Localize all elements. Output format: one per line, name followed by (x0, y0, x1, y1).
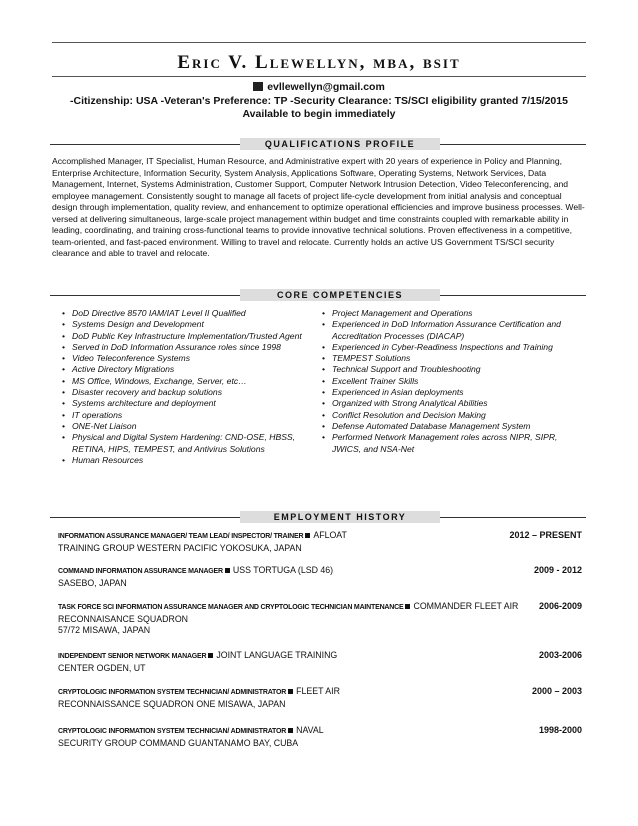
competency-item: • Experienced in Asian deployments (320, 387, 570, 398)
competency-item: • DoD Public Key Infrastructure Implementation/Trusted Agent (60, 331, 308, 342)
competencies-right (320, 308, 570, 455)
job-title: INFORMATION ASSURANCE MANAGER/ TEAM LEAD/ INSPECTOR/ TRAINER (58, 533, 304, 540)
section-title: EMPLOYMENT HISTORY (240, 511, 440, 523)
job-location: CENTER OGDEN, UT (58, 662, 146, 673)
job-org: NAVAL (296, 725, 324, 735)
job-title: INDEPENDENT SENIOR NETWORK MANAGER (58, 653, 207, 660)
top-rule (52, 42, 586, 43)
job-dates: 2009 - 2012 (533, 565, 582, 575)
job-dates: 2003-2006 (538, 650, 582, 660)
job-dates: 2006-2009 (538, 601, 582, 611)
job-entry (58, 686, 582, 710)
job-entry (58, 565, 582, 589)
job-org: USS TORTUGA (LSD 46) (232, 565, 334, 575)
qualifications-summary: Accomplished Manager, IT Specialist, Human Resource, and Administrative expert with 20 years of experience in Policy and Planning, Enterprise Architecture, Information Security, System Analysis, Applications Software, Operating Systems, Network Services, Data Management, Internet, Systems Administration, Customer Support, Computer Network Intrusion Detection, Video Teleconferencing, and employee management. Consistently sought to manage all facets of project life-cycle development from initial analysis and conceptual design through implementation, quality review, and enhancement to optimize operational efficiencies and improve business processes. Well-versed at delivering simultaneous, large-scale project management within budget and time constraints coupled with remarkable ability in leading, coordinating, and training cross-functional teams to provide innovative technical solutions. Proven effectiveness in a competitive, team-oriented, and fast-paced environment. Willing to travel and relocate. Currently holds an active US Government TS/SCI security clearance and able to travel and relocate. (52, 156, 585, 258)
competencies-header (50, 289, 586, 301)
competency-item: • Defense Automated Database Management System (320, 421, 570, 432)
job-title: COMMAND INFORMATION ASSURANCE MANAGER (58, 568, 223, 575)
job-org: AFLOAT (313, 530, 347, 540)
competency-item: • Served in DoD Information Assurance roles since 1998 (60, 342, 308, 353)
job-location: SECURITY GROUP COMMAND GUANTANAMO BAY, CUBA (58, 737, 299, 748)
job-entry (58, 601, 582, 637)
competency-item: • Disaster recovery and backup solutions (60, 387, 308, 398)
qualifications-header (50, 138, 586, 150)
bullet-square-icon (305, 533, 310, 538)
competency-item: • Technical Support and Troubleshooting (320, 364, 570, 375)
section-title: CORE COMPETENCIES (240, 289, 440, 301)
job-org: JOINT LANGUAGE TRAINING (216, 650, 338, 660)
job-title: TASK FORCE SCI INFORMATION ASSURANCE MANAGER AND CRYPTOLOGIC TECHNICIAN MAINTENANCE (58, 604, 404, 611)
employment-header (50, 511, 586, 523)
competency-item: • Project Management and Operations (320, 308, 570, 319)
job-entry (58, 650, 582, 674)
competency-item: • Excellent Trainer Skills (320, 376, 570, 387)
competency-item: • TEMPEST Solutions (320, 353, 570, 364)
competency-item: • IT operations (60, 410, 308, 421)
competency-item: • Human Resources (60, 455, 308, 466)
email-line (0, 81, 638, 93)
competency-item: • Video Teleconference Systems (60, 353, 308, 364)
competency-item: • Experienced in Cyber-Readiness Inspections and Training (320, 342, 570, 353)
competencies-left (60, 308, 308, 466)
job-title: CRYPTOLOGIC INFORMATION SYSTEM TECHNICIAN/ ADMINISTRATOR (58, 728, 287, 735)
job-dates: 2012 – PRESENT (509, 530, 582, 540)
competency-item: • Systems Design and Development (60, 319, 308, 330)
job-location: TRAINING GROUP WESTERN PACIFIC YOKOSUKA, JAPAN (58, 542, 302, 553)
competency-item: • MS Office, Windows, Exchange, Server, etc… (60, 376, 308, 387)
info-line: -Citizenship: USA -Veteran's Preference: TP -Security Clearance: TS/SCI eligibility granted 7/15/2015 (70, 95, 568, 107)
job-title: CRYPTOLOGIC INFORMATION SYSTEM TECHNICIAN/ ADMINISTRATOR (58, 689, 287, 696)
job-dates: 1998-2000 (538, 725, 582, 735)
bullet-square-icon (208, 653, 213, 658)
bullet-square-icon (288, 728, 293, 733)
competency-item: • ONE-Net Liaison (60, 421, 308, 432)
job-org: COMMANDER FLEET AIR RECONNAISANCE SQUADRON (58, 601, 519, 624)
competency-item: • DoD Directive 8570 IAM/IAT Level II Qualified (60, 308, 308, 319)
job-location: 57/72 MISAWA, JAPAN (58, 625, 151, 635)
competency-item: • Systems architecture and deployment (60, 398, 308, 409)
competency-item: • Experienced in DoD Information Assurance Certification and Accreditation Processes (DIACAP) (320, 319, 570, 342)
competency-item: • Active Directory Migrations (60, 364, 308, 375)
bullet-square-icon (288, 689, 293, 694)
bullet-square-icon (225, 568, 230, 573)
competency-item: • Physical and Digital System Hardening: CND-OSE, HBSS, RETINA, HIPS, TEMPEST, and Antivirus Solutions (60, 432, 308, 455)
job-location: SASEBO, JAPAN (58, 577, 127, 588)
bullet-square-icon (405, 604, 410, 609)
job-dates: 2000 – 2003 (531, 686, 582, 696)
competency-item: • Performed Network Management roles across NIPR, SIPR, JWICS, and NSA-Net (320, 432, 570, 455)
job-location: RECONNAISSANCE SQUADRON ONE MISAWA, JAPAN (58, 698, 286, 709)
availability-line: Available to begin immediately (242, 108, 396, 120)
phone-icon (253, 82, 263, 91)
section-title: QUALIFICATIONS PROFILE (240, 138, 440, 150)
job-entry (58, 530, 582, 554)
email[interactable]: evllewellyn@gmail.com (267, 81, 385, 93)
name-rule (52, 76, 586, 77)
job-org: FLEET AIR (296, 686, 340, 696)
job-entry (58, 725, 582, 749)
candidate-name: Eric V. Llewellyn, mba, bsit (177, 52, 461, 73)
competency-item: • Conflict Resolution and Decision Making (320, 410, 570, 421)
competency-item: • Organized with Strong Analytical Abilities (320, 398, 570, 409)
